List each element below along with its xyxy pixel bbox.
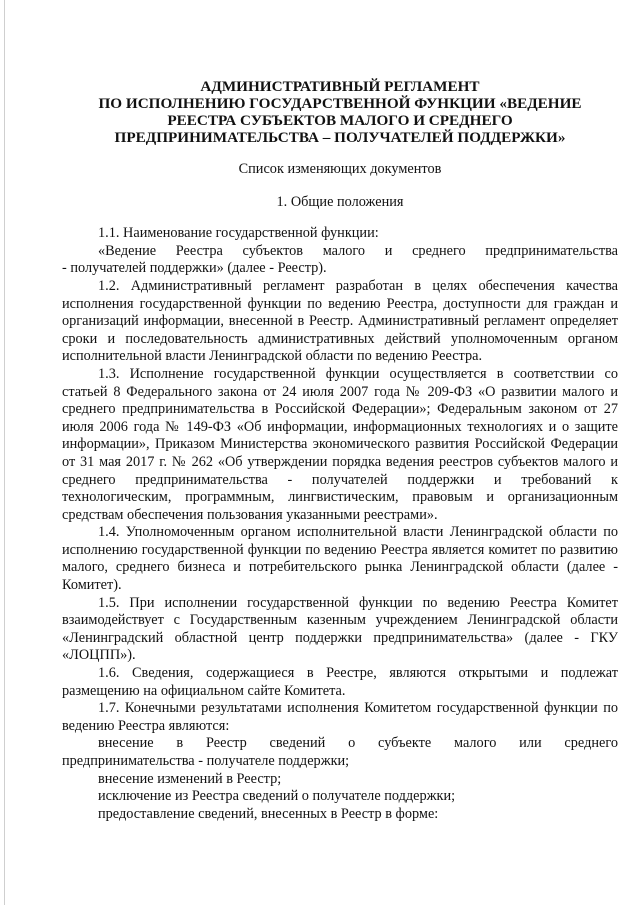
paragraph-1-1-line: «Ведение Реестра субъектов малого и среднего предпринимательства: [98, 242, 618, 259]
document-page: [62, 78, 618, 823]
result-item-line: внесение в Реестр сведений о субъекте малого или среднего: [98, 735, 618, 752]
title-line: ПРЕДПРИНИМАТЕЛЬСТВА – ПОЛУЧАТЕЛЕЙ ПОДДЕРЖКИ»: [114, 129, 566, 146]
result-item: предоставление сведений, внесенных в Реестр в форме:: [98, 805, 439, 822]
paragraph-1-6: 1.6. Сведения, содержащиеся в Реестре, являются открытыми и подлежат размещению на официальном сайте Комитета.: [62, 665, 618, 699]
document-title: [62, 78, 618, 146]
paragraph-1-7: 1.7. Конечными результатами исполнения Комитетом государственной функции по ведению Реестра являются:: [62, 700, 618, 734]
title-line: РЕЕСТРА СУБЪЕКТОВ МАЛОГО И СРЕДНЕГО: [167, 112, 513, 129]
paragraph-1-1-head: 1.1. Наименование государственной функции:: [98, 225, 379, 242]
paragraph-1-2: 1.2. Административный регламент разработан в целях обеспечения качества исполнения государственной функции по ведению Реестра, доступности для граждан и организаций информации, внесенной в Реестр. Административный регламент определяет сроки и последовательность административных действий уполномоченным органом исполнительной власти Ленинградской области по ведению Реестра.: [62, 277, 618, 365]
result-item-line: предпринимательства - получателе поддержки;: [62, 753, 350, 769]
paragraph-1-5: 1.5. При исполнении государственной функции по ведению Реестра Комитет взаимодействует с Государственным казенным учреждением Ленинградской области «Ленинградский областной центр поддержки предпринимательства» (далее - ГКУ «ЛОЦПП»).: [62, 594, 618, 664]
paragraph-1-3: 1.3. Исполнение государственной функции осуществляется в соответствии со статьей 8 Федерального закона от 24 июля 2007 года № 209-ФЗ «О развитии малого и среднего предпринимательства в Российской Федерации»; Федеральным законом от 27 июля 2006 года № 149-ФЗ «Об информации, информационных технологиях и о защите информации», Приказом Министерства экономического развития Российской Федерации от 31 мая 2017 г. № 262 «Об утверждении порядка ведения реестров субъектов малого и среднего предпринимательства - получателей поддержки и требований к технологическим, программным, лингвистическим, правовым и организационным средствам обеспечения пользования указанными реестрами».: [62, 365, 618, 523]
paragraph-1-1-line: - получателей поддержки» (далее - Реестр).: [62, 260, 327, 277]
paragraph-1-4: 1.4. Уполномоченным органом исполнительной власти Ленинградской области по исполнению государственной функции по ведению Реестра является комитет по развитию малого, среднего бизнеса и потребительского рынка Ленинградской области (далее - Комитет).: [62, 524, 618, 594]
section-heading: 1. Общие положения: [276, 193, 404, 210]
title-line: АДМИНИСТРАТИВНЫЙ РЕГЛАМЕНТ: [200, 78, 480, 95]
scan-edge-line: [4, 0, 5, 905]
result-item: исключение из Реестра сведений о получателе поддержки;: [98, 788, 456, 805]
amending-documents-heading: Список изменяющих документов: [238, 161, 442, 177]
title-line: ПО ИСПОЛНЕНИЮ ГОСУДАРСТВЕННОЙ ФУНКЦИИ «ВЕДЕНИЕ: [98, 95, 582, 112]
result-item: внесение изменений в Реестр;: [98, 770, 282, 787]
